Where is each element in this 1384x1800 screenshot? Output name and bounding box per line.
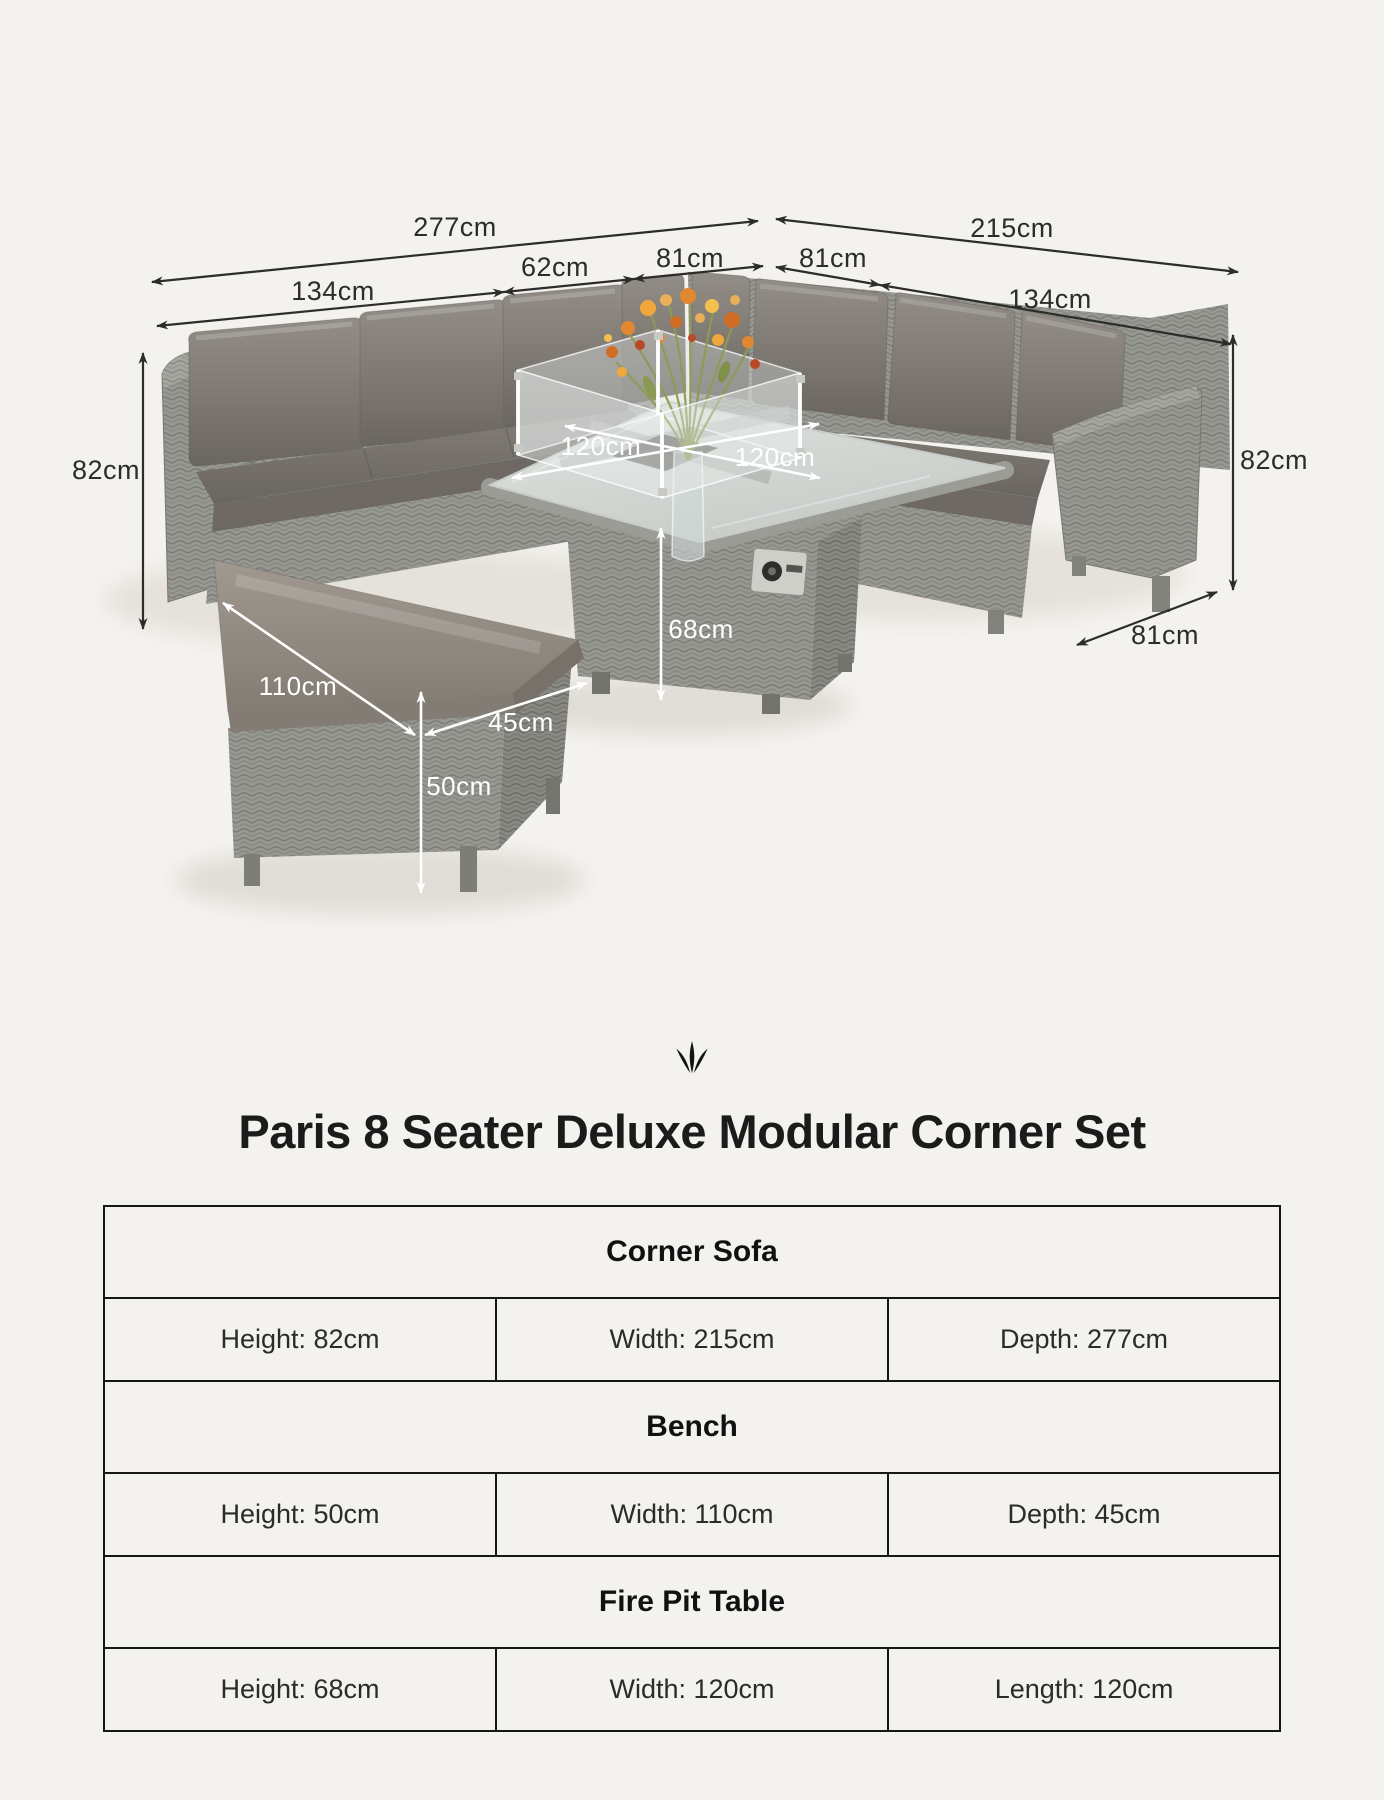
spec-data-row [104, 1473, 1280, 1556]
spec-data-row [104, 1298, 1280, 1381]
bench-height-label: 50cm [426, 771, 492, 801]
height-left-label: 82cm [71, 455, 141, 485]
spec-header-fire-pit-table: Fire Pit Table [104, 1556, 1280, 1648]
right-section-label: 134cm [1008, 284, 1092, 314]
spec-section-header-row [104, 1556, 1280, 1648]
gas-control-panel [750, 548, 808, 597]
total-depth-label: 277cm [413, 212, 497, 242]
corner-sofa-depth: Depth: 277cm [888, 1298, 1280, 1381]
corner-sofa-height: Height: 82cm [104, 1298, 496, 1381]
table-width-label: 120cm [560, 431, 642, 461]
corner-sofa-width: Width: 215cm [496, 1298, 888, 1381]
bench-depth: Depth: 45cm [888, 1473, 1280, 1556]
fire-pit-length: Length: 120cm [888, 1648, 1280, 1731]
bench-width: Width: 110cm [496, 1473, 888, 1556]
spec-header-bench: Bench [104, 1381, 1280, 1473]
spec-data-row [104, 1648, 1280, 1731]
page-title: Paris 8 Seater Deluxe Modular Corner Set [238, 1105, 1146, 1158]
spec-table [103, 1205, 1281, 1732]
crown-icon [673, 1040, 711, 1080]
spec-header-corner-sofa: Corner Sofa [104, 1206, 1280, 1298]
corner-left-label: 81cm [655, 243, 725, 273]
fire-pit-height: Height: 68cm [104, 1648, 496, 1731]
total-width-label: 215cm [970, 213, 1054, 243]
height-right-label: 82cm [1239, 445, 1309, 475]
left-section-label: 134cm [291, 276, 375, 306]
bench-width-label: 110cm [258, 671, 338, 701]
left-middle-label: 62cm [520, 252, 590, 282]
bench-depth-label: 45cm [488, 707, 554, 737]
spec-section-header-row [104, 1381, 1280, 1473]
corner-right-label: 81cm [798, 243, 868, 273]
brand-logo [0, 1040, 1384, 1080]
seat-depth-label: 81cm [1130, 620, 1200, 650]
fire-pit-width: Width: 120cm [496, 1648, 888, 1731]
table-length-label: 120cm [734, 442, 816, 472]
table-height-label: 68cm [668, 614, 734, 644]
bench-height: Height: 50cm [104, 1473, 496, 1556]
spec-section-header-row [104, 1206, 1280, 1298]
